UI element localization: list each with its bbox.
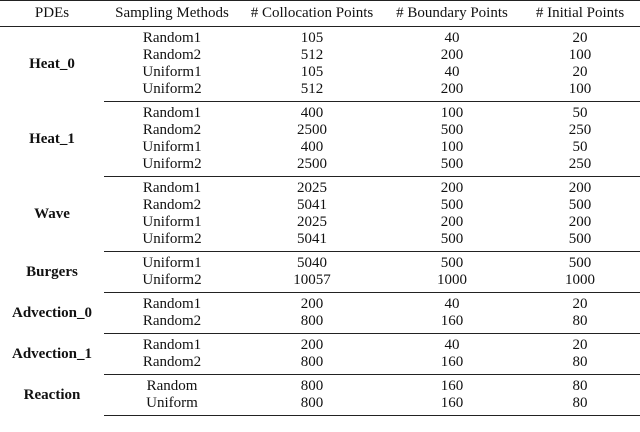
sampling-method-cell: Random1	[142, 337, 202, 353]
boundary-points-cell: 100	[440, 105, 464, 121]
collocation-points-cell: 200	[300, 296, 324, 312]
collocation-points-cell: 5041	[297, 197, 327, 213]
collocation-points-cell: 200	[300, 337, 324, 353]
boundary-points-cell: 200	[440, 180, 464, 196]
initial-points-cell: 20	[572, 30, 588, 46]
sampling-method-cell: Uniform1	[142, 139, 202, 155]
table-row	[0, 27, 640, 48]
table-body	[0, 27, 640, 416]
header-sampling-methods: Sampling Methods	[104, 1, 240, 27]
boundary-points-cell: 100	[440, 139, 464, 155]
collocation-points-cell: 512	[300, 47, 324, 63]
sampling-method-cell: Random1	[142, 296, 202, 312]
initial-points-cell: 1000	[520, 272, 640, 293]
initial-points-cell: 200	[568, 180, 592, 196]
table-row	[0, 375, 640, 396]
boundary-points-cell: 40	[444, 64, 460, 80]
table-row	[0, 102, 640, 123]
sampling-method-cell: Uniform	[104, 395, 240, 416]
initial-points-cell: 80	[520, 395, 640, 416]
boundary-points-cell: 40	[444, 337, 460, 353]
collocation-points-cell: 800	[240, 395, 384, 416]
boundary-points-cell: 200	[440, 47, 464, 63]
initial-points-cell: 500	[568, 197, 592, 213]
collocation-points-cell: 5041	[240, 231, 384, 252]
pde-name-cell: Wave	[34, 205, 70, 222]
sampling-method-cell: Random2	[104, 313, 240, 334]
initial-points-cell: 100	[568, 47, 592, 63]
pde-name-cell: Heat_0	[29, 55, 75, 72]
header-pdes: PDEs	[0, 1, 104, 27]
collocation-points-cell: 2025	[297, 214, 327, 230]
collocation-points-cell: 105	[300, 30, 324, 46]
initial-points-cell: 20	[572, 337, 588, 353]
table-row	[0, 334, 640, 355]
collocation-points-cell: 800	[300, 378, 324, 394]
boundary-points-cell: 200	[440, 214, 464, 230]
sampling-method-cell: Uniform1	[142, 64, 202, 80]
sampling-method-cell: Random2	[142, 197, 202, 213]
header-initial-points: # Initial Points	[520, 1, 640, 27]
sampling-method-cell: Uniform2	[104, 272, 240, 293]
boundary-points-cell: 160	[384, 354, 520, 375]
sampling-method-cell: Random1	[142, 30, 202, 46]
sampling-method-cell: Uniform1	[142, 214, 202, 230]
boundary-points-cell: 500	[384, 156, 520, 177]
initial-points-cell: 100	[520, 81, 640, 102]
collocation-points-cell: 800	[240, 313, 384, 334]
table-row	[0, 293, 640, 314]
collocation-points-cell: 105	[300, 64, 324, 80]
header-collocation-points: # Collocation Points	[240, 1, 384, 27]
sampling-method-cell: Random2	[142, 122, 202, 138]
sampling-method-cell: Random2	[142, 47, 202, 63]
sampling-method-cell: Random2	[104, 354, 240, 375]
collocation-points-cell: 400	[300, 105, 324, 121]
initial-points-cell: 250	[568, 122, 592, 138]
collocation-points-cell: 512	[240, 81, 384, 102]
sampling-method-cell: Uniform2	[104, 231, 240, 252]
initial-points-cell: 500	[568, 255, 592, 271]
boundary-points-cell: 500	[440, 255, 464, 271]
table-header-row	[0, 1, 640, 27]
initial-points-cell: 250	[520, 156, 640, 177]
initial-points-cell: 20	[572, 296, 588, 312]
boundary-points-cell: 40	[444, 30, 460, 46]
pde-name-cell: Heat_1	[29, 130, 75, 147]
sampling-method-cell: Uniform2	[104, 81, 240, 102]
boundary-points-cell: 160	[384, 395, 520, 416]
initial-points-cell: 200	[568, 214, 592, 230]
initial-points-cell: 20	[572, 64, 588, 80]
collocation-points-cell: 10057	[240, 272, 384, 293]
boundary-points-cell: 40	[444, 296, 460, 312]
table-row	[0, 252, 640, 273]
sampling-method-cell: Uniform2	[104, 156, 240, 177]
initial-points-cell: 500	[520, 231, 640, 252]
boundary-points-cell: 500	[384, 231, 520, 252]
sampling-method-cell: Random1	[142, 180, 202, 196]
table-row	[0, 177, 640, 198]
initial-points-cell: 80	[520, 313, 640, 334]
collocation-points-cell: 2500	[240, 156, 384, 177]
pde-name-cell: Advection_0	[12, 304, 92, 321]
sampling-method-cell: Random	[146, 378, 198, 394]
boundary-points-cell: 160	[440, 378, 464, 394]
boundary-points-cell: 500	[440, 197, 464, 213]
collocation-points-cell: 400	[300, 139, 324, 155]
initial-points-cell: 50	[572, 139, 588, 155]
boundary-points-cell: 200	[384, 81, 520, 102]
pde-name-cell: Advection_1	[12, 345, 92, 362]
boundary-points-cell: 1000	[384, 272, 520, 293]
boundary-points-cell: 160	[384, 313, 520, 334]
collocation-points-cell: 5040	[297, 255, 327, 271]
initial-points-cell: 80	[520, 354, 640, 375]
pde-name-cell: Burgers	[26, 263, 78, 280]
collocation-points-cell: 800	[240, 354, 384, 375]
header-boundary-points: # Boundary Points	[384, 1, 520, 27]
sampling-method-cell: Uniform1	[142, 255, 202, 271]
pde-name-cell: Reaction	[23, 386, 81, 403]
initial-points-cell: 50	[572, 105, 588, 121]
collocation-points-cell: 2025	[297, 180, 327, 196]
boundary-points-cell: 500	[440, 122, 464, 138]
sampling-method-cell: Random1	[142, 105, 202, 121]
collocation-points-cell: 2500	[297, 122, 327, 138]
initial-points-cell: 80	[572, 378, 588, 394]
